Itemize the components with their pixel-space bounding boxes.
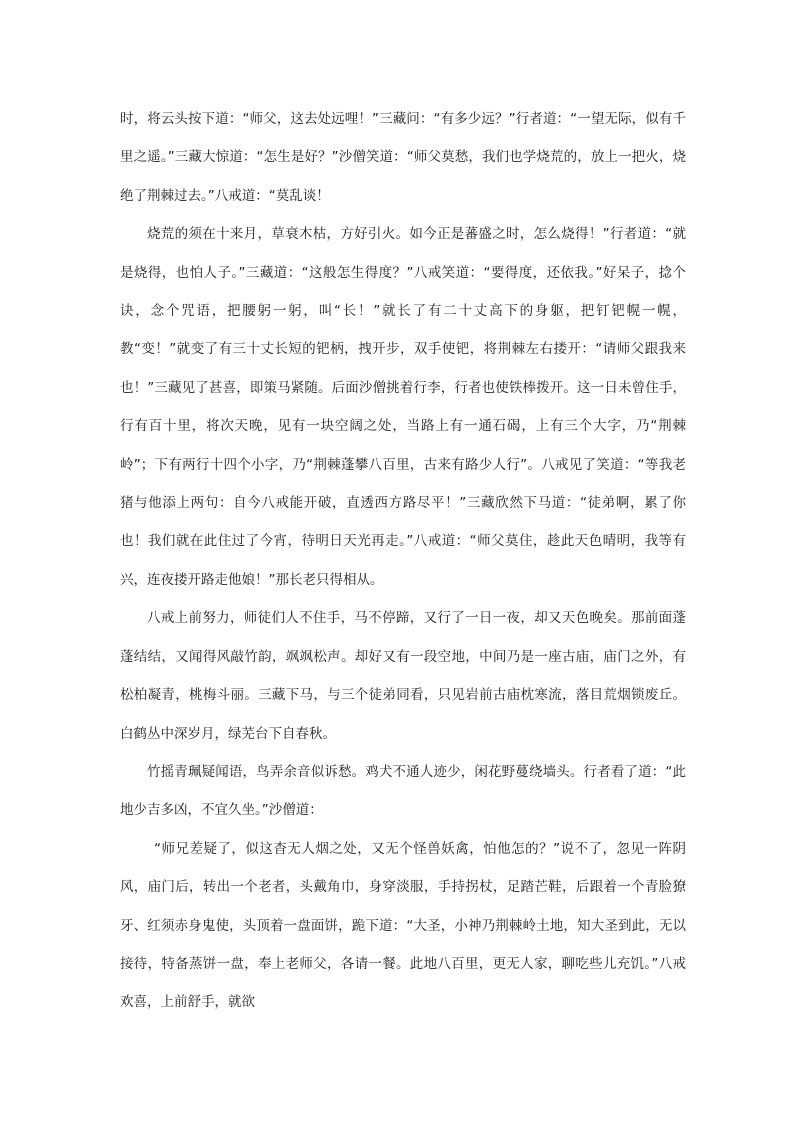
paragraph-3: 八戒上前努力，师徒们人不住手，马不停蹄，又行了一日一夜，却又天色晚矣。那前面蓬蓬结结，又闻得风敲竹韵，飒飒松声。却好又有一段空地，中间乃是一座古庙，庙门之外，有松柏凝青，桃梅斗丽。三藏下马，与三个徒弟同看，只见岩前古庙枕寒流，落目荒烟锁废丘。白鹤丛中深岁月，绿芜台下自春秋。 (120, 610, 686, 742)
paragraph-4: 竹摇青珮疑闻语，鸟弄余音似诉愁。鸡犬不通人迹少，闲花野蔓绕墙头。行者看了道：“此地少吉多凶，不宜久坐。”沙僧道： (120, 763, 686, 819)
paragraph-1: 时，将云头按下道：“师父，这去处远哩！”三藏问：“有多少远？”行者道：“一望无际，似有千里之遥。”三藏大惊道：“怎生是好？”沙僧笑道：“师父莫愁，我们也学烧荒的，放上一把火，烧绝了荆棘过去。”八戒道：“莫乱谈！ (120, 111, 686, 204)
paragraph-5: “师兄差疑了，似这杳无人烟之处，又无个怪兽妖禽，怕他怎的？”说不了，忽见一阵阴风，庙门后，转出一个老者，头戴角巾，身穿淡服，手持拐杖，足踏芒鞋，后跟着一个青脸獠牙、红须赤身鬼使，头顶着一盘面饼，跪下道：“大圣，小神乃荆棘岭土地，知大圣到此，无以接待，特备蒸饼一盘，奉上老师父，各请一餐。此地八百里，更无人家，聊吃些儿充饥。”八戒欢喜，上前舒手，就欲 (120, 840, 686, 1011)
body-text (120, 100, 686, 1022)
paragraph-2: 烧荒的须在十来月，草衰木枯，方好引火。如今正是蕃盛之时，怎么烧得！”行者道：“就是烧得，也怕人子。”三藏道：“这般怎生得度？”八戒笑道：“要得度，还依我。”好呆子，捻个诀，念个咒语，把腰躬一躬，叫“长！”就长了有二十丈高下的身躯，把钉钯幌一幌，教“变！”就变了有三十丈长短的钯柄，拽开步，双手使钯，将荆棘左右搂开：“请师父跟我来也！”三藏见了甚喜，即策马紧随。后面沙僧挑着行李，行者也使铁棒拨开。这一日未曾住手，行有百十里，将次天晚，见有一块空阔之处，当路上有一通石碣，上有三个大字，乃“荆棘岭”；下有两行十四个小字，乃“荆棘蓬攀八百里，古来有路少人行”。八戒见了笑道：“等我老猪与他添上两句：自今八戒能开破，直透西方路尽平！”三藏欣然下马道：“徒弟啊，累了你也！我们就在此住过了今宵，待明日天光再走。”八戒道：“师父莫住，趁此天色晴明，我等有兴，连夜搂开路走他娘！”那长老只得相从。 (120, 226, 686, 588)
